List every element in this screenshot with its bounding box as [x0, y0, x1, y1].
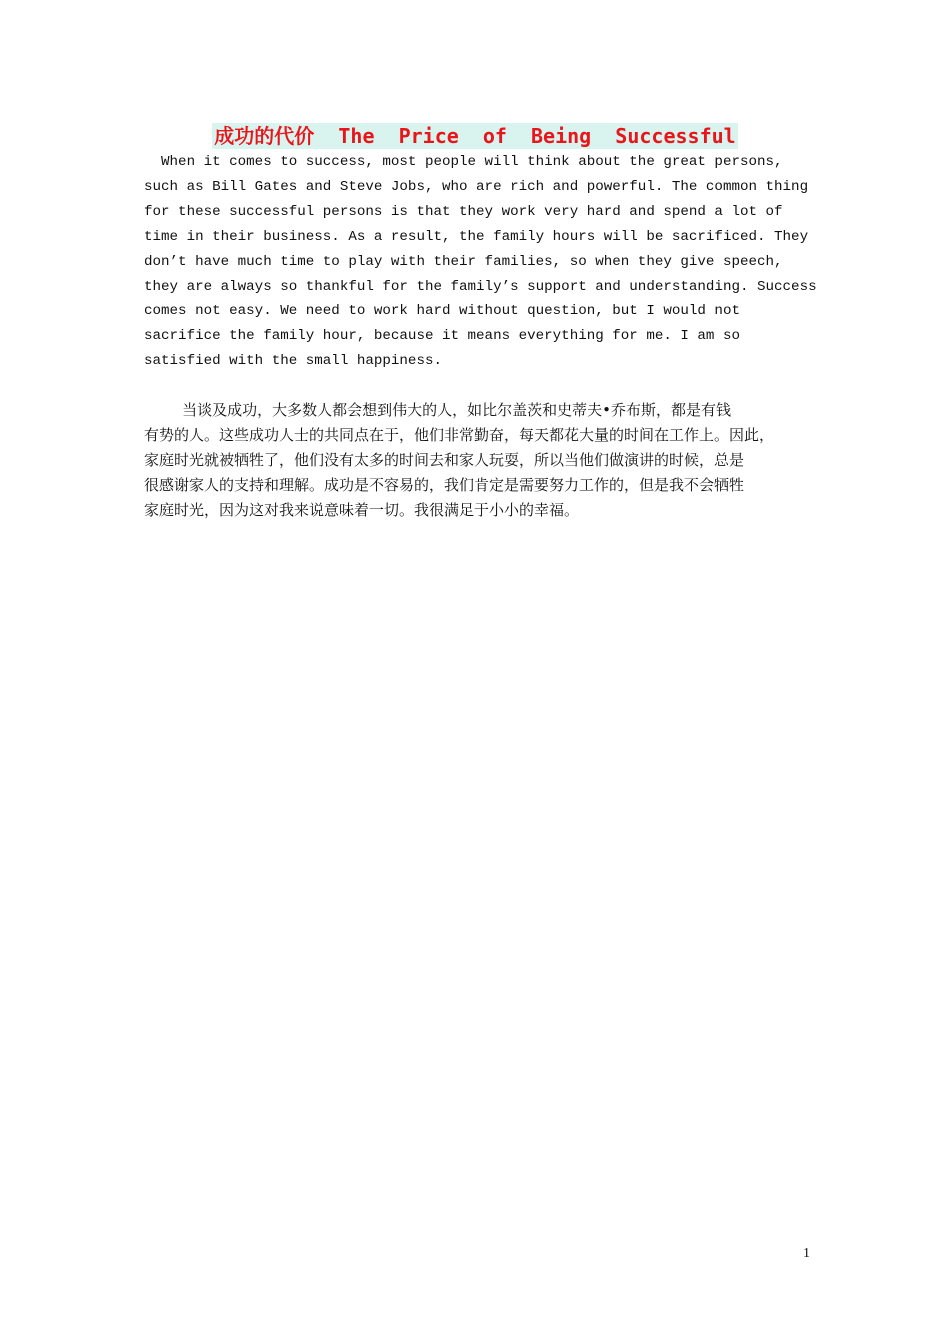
- chinese-line: 家庭时光就被牺牲了，他们没有太多的时间去和家人玩耍，所以当他们做演讲的时候，总是: [144, 451, 745, 469]
- title-container: [0, 123, 950, 149]
- document-title: 成功的代价 The Price of Being Successful: [214, 124, 736, 148]
- english-line: for these successful persons is that they work very hard and spend a lot of: [144, 203, 783, 220]
- chinese-line: 很感谢家人的支持和理解。成功是不容易的，我们肯定是需要努力工作的，但是我不会牺牲: [144, 476, 745, 494]
- english-line: they are always so thankful for the family’s support and understanding. Success: [144, 278, 817, 295]
- english-line: satisfied with the small happiness.: [144, 353, 442, 370]
- english-line: comes not easy. We need to work hard without question, but I would not: [144, 303, 740, 320]
- chinese-line: 当谈及成功，大多数人都会想到伟大的人，如比尔盖茨和史蒂夫•乔布斯，都是有钱: [144, 401, 731, 419]
- english-line: time in their business. As a result, the family hours will be sacrificed. They: [144, 228, 809, 245]
- chinese-paragraph: [144, 398, 814, 523]
- page-number: 1: [803, 1246, 810, 1261]
- english-line: When it comes to success, most people will think about the great persons,: [144, 154, 783, 170]
- english-line: sacrifice the family hour, because it means everything for me. I am so: [144, 328, 740, 345]
- english-line: don’t have much time to play with their families, so when they give speech,: [144, 253, 783, 270]
- chinese-line: 有势的人。这些成功人士的共同点在于，他们非常勤奋，每天都花大量的时间在工作上。因此，: [144, 426, 775, 444]
- chinese-line: 家庭时光，因为这对我来说意味着一切。我很满足于小小的幸福。: [144, 501, 580, 519]
- english-line: such as Bill Gates and Steve Jobs, who are rich and powerful. The common thing: [144, 178, 809, 195]
- english-paragraph: [144, 150, 824, 374]
